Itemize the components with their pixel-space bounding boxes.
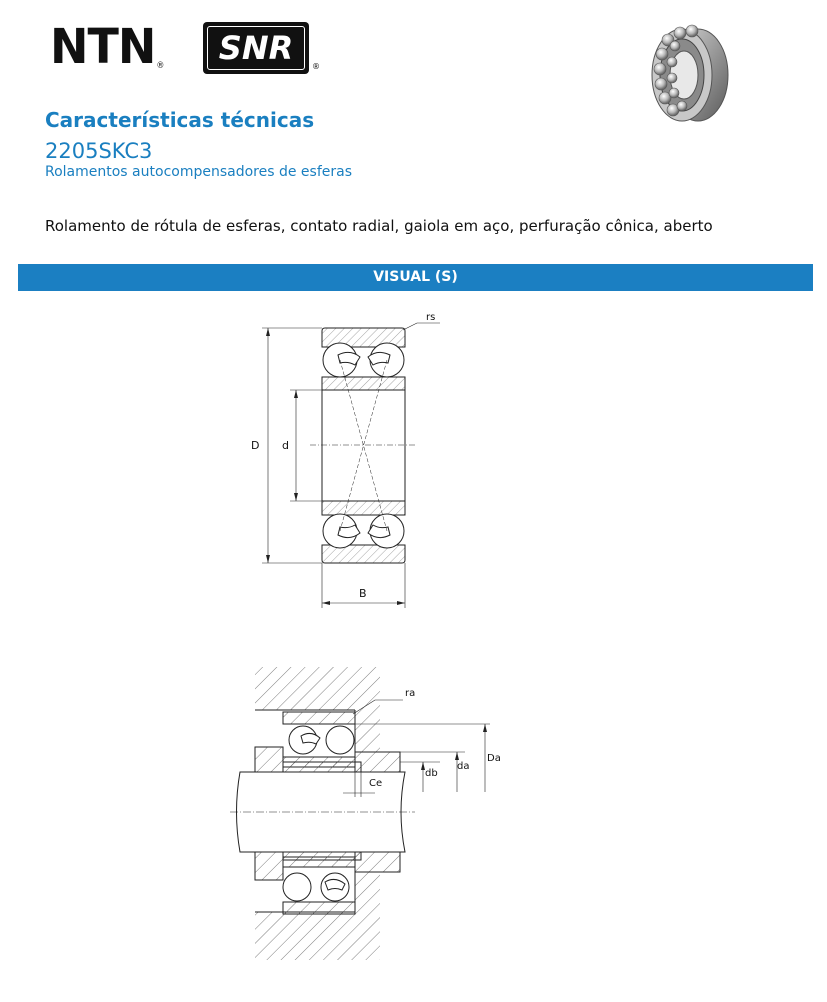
product-subtitle: Rolamentos autocompensadores de esferas [45, 164, 352, 180]
label-rs: rs [426, 312, 436, 323]
bearing-cross-section-drawing [240, 305, 460, 615]
product-code: 2205SKC3 [45, 139, 153, 163]
snr-logo-text: SNR [207, 26, 305, 70]
label-B: B [359, 587, 367, 600]
product-description: Rolamento de rótula de esferas, contato radial, gaiola em aço, perfuração cônica, aberto [45, 217, 713, 235]
section-band-visual: VISUAL (S) [18, 264, 813, 291]
snr-registered-mark: ® [312, 62, 320, 71]
ntn-logo-text: NTN [50, 17, 156, 75]
snr-logo [203, 22, 309, 74]
label-db: db [425, 768, 438, 779]
label-D: D [251, 439, 260, 452]
label-da: da [457, 761, 470, 772]
bearing-product-image [640, 22, 740, 128]
page-title: Características técnicas [45, 108, 315, 132]
label-Ce: Ce [369, 778, 383, 789]
mounting-arrangement-drawing [225, 662, 515, 962]
ntn-registered-mark: ® [156, 60, 164, 71]
label-Da: Da [487, 753, 501, 764]
label-d: d [282, 439, 289, 452]
ntn-logo [50, 17, 164, 75]
label-ra: ra [405, 688, 416, 699]
